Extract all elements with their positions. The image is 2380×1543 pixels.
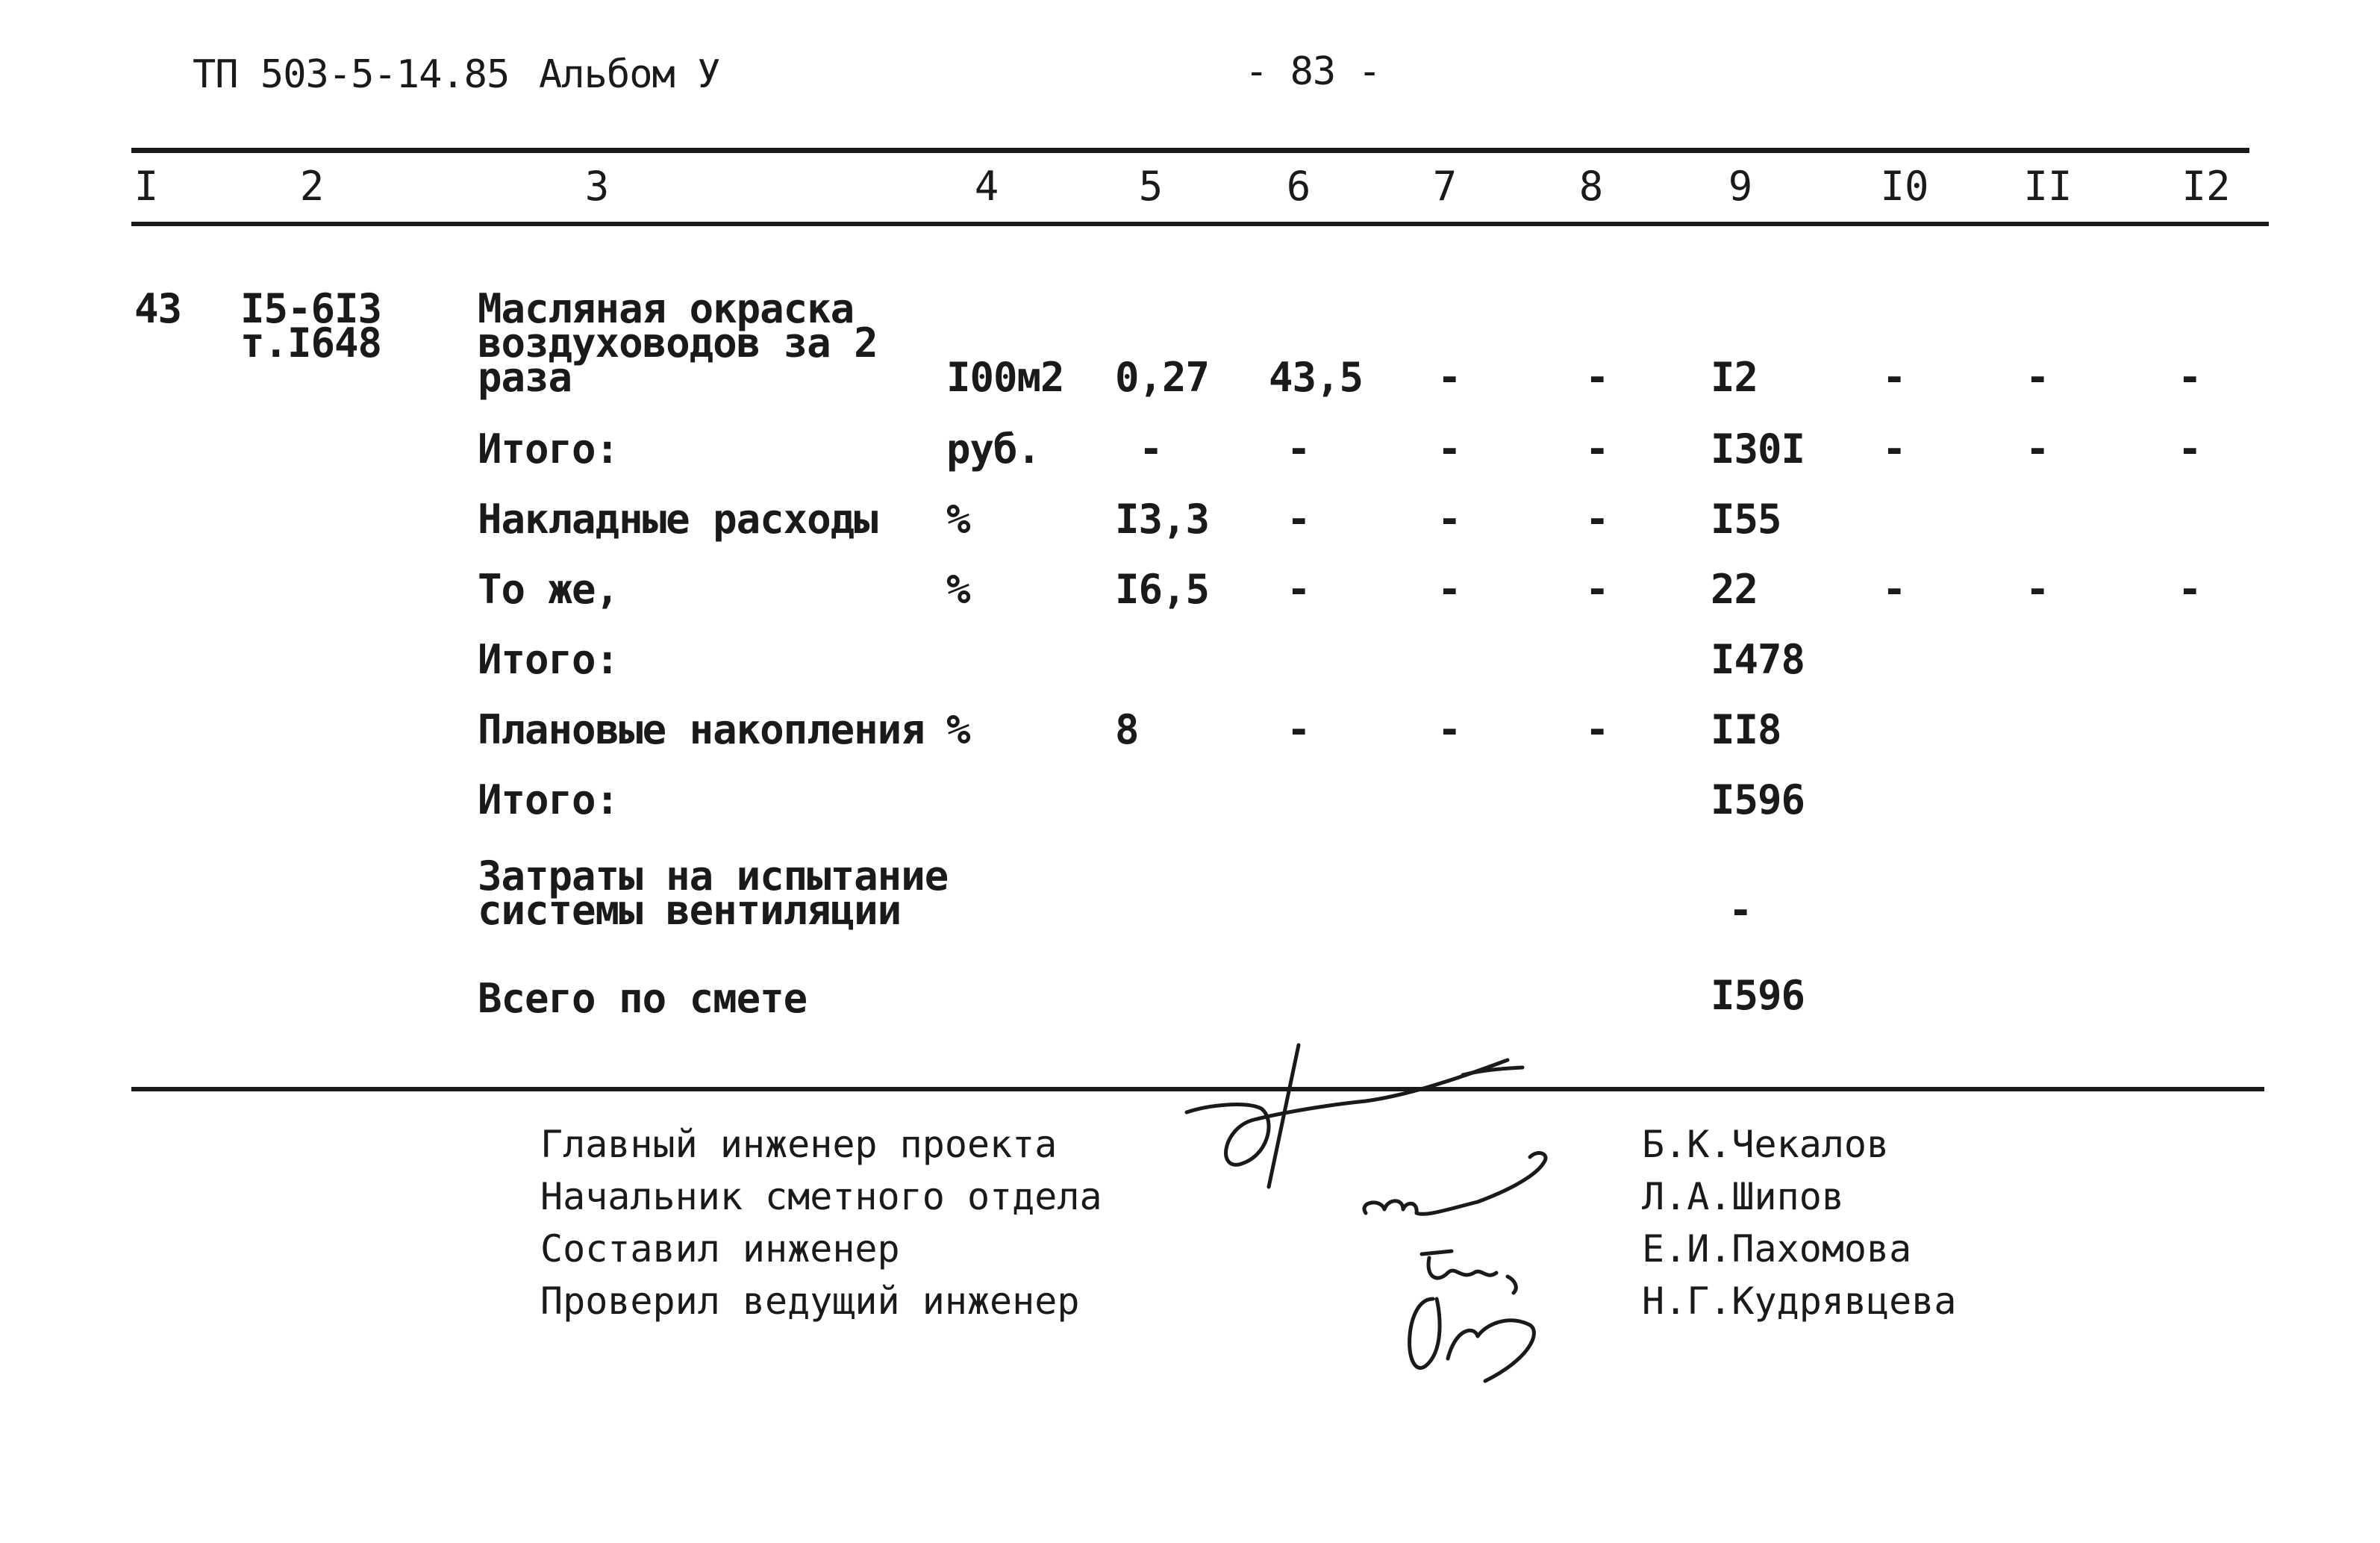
table-cell: - [1437,426,1461,473]
table-cell: - [1437,496,1461,543]
table-cell: I3,3 [1115,496,1210,543]
handwritten-signatures [1179,1030,1597,1388]
entry-desc-line2: воздуховодов за 2 [478,319,878,367]
table-cell: - [1287,426,1311,473]
table-cell: 22 [1711,566,1758,613]
table-top-rule [131,148,2249,153]
page-number: - 83 - [1245,49,1381,94]
table-cell: - [1139,426,1163,473]
table-cell: I30I [1711,426,1805,473]
entry-code-line1: I5-6I3 [240,285,382,332]
table-cell: % [946,496,970,543]
table-cell: - [1585,496,1609,543]
table-cell: 0,27 [1115,354,1210,401]
table-cell: - [1287,566,1311,613]
table-cell: - [1437,566,1461,613]
total-label: Всего по смете [478,975,808,1022]
table-cell: - [1585,706,1609,753]
signature-name-chekalov: Б.К.Чекалов [1642,1123,1890,1166]
col-header-2: 2 [299,163,325,210]
table-cell: I478 [1711,636,1805,683]
table-cell: % [946,566,970,613]
col-header-12: I2 [2181,163,2231,210]
signature-role-compiled-by: Составил инженер [540,1227,900,1271]
signature-role-estimate-head: Начальник сметного отдела [540,1175,1102,1218]
col-header-4: 4 [974,163,999,210]
table-cell: % [946,706,970,753]
table-cell: - [2026,354,2049,401]
table-cell: - [1882,354,1906,401]
test-costs-line2: системы вентиляции [478,887,902,934]
table-cell: Плановые накопления [478,706,925,753]
table-cell: Итого: [478,636,619,683]
signature-role-checked-by: Проверил ведущий инженер [540,1279,1080,1323]
table-cell: - [1882,566,1906,613]
col-header-8: 8 [1578,163,1604,210]
test-costs-value: - [1728,887,1752,934]
table-cell: II8 [1711,706,1781,753]
signature-name-kudryavtseva: Н.Г.Кудрявцева [1642,1279,1957,1323]
entry-number: 43 [134,285,182,332]
table-cell: руб. [946,426,1041,473]
table-cell: - [2178,354,2202,401]
col-header-1: I [134,163,159,210]
entry-desc-line1: Масляная окраска [478,285,855,332]
col-header-10: I0 [1880,163,1929,210]
table-cell: - [1585,566,1609,613]
signature-name-pakhomova: Е.И.Пахомова [1642,1227,1912,1271]
table-cell: I6,5 [1115,566,1210,613]
table-cell: - [2178,566,2202,613]
col-header-5: 5 [1138,163,1164,210]
test-costs-line1: Затраты на испытание [478,852,949,900]
album-label: Альбом У [539,52,720,97]
table-cell: - [1287,706,1311,753]
table-cell: I55 [1711,496,1781,543]
table-cell: - [2026,566,2049,613]
col-header-11: II [2023,163,2073,210]
table-cell: Итого: [478,776,619,823]
table-cell: То же, [478,566,619,613]
signature-name-shipov: Л.А.Шипов [1642,1175,1844,1218]
table-cell: 43,5 [1269,354,1364,401]
signature-role-chief-engineer: Главный инженер проекта [540,1123,1058,1166]
table-cell: - [1287,496,1311,543]
col-header-7: 7 [1432,163,1458,210]
column-header-rule [131,222,2269,226]
table-cell: - [1437,706,1461,753]
table-cell: Накладные расходы [478,496,878,543]
col-header-9: 9 [1728,163,1753,210]
table-cell: - [1585,354,1609,401]
table-cell: I2 [1711,354,1758,401]
table-cell: - [2026,426,2049,473]
col-header-3: 3 [584,163,610,210]
table-cell: - [1437,354,1461,401]
table-cell: I596 [1711,776,1805,823]
doc-code: ТП 503-5-14.85 [193,52,510,97]
table-cell: - [1882,426,1906,473]
col-header-6: 6 [1286,163,1311,210]
entry-code-line2: т.I648 [240,319,382,367]
table-cell: Итого: [478,426,619,473]
table-cell: - [2178,426,2202,473]
table-cell: I00м2 [946,354,1064,401]
table-cell: 8 [1115,706,1139,753]
table-cell: - [1585,426,1609,473]
entry-desc-line3: раза [478,354,572,401]
total-value: I596 [1711,972,1805,1019]
